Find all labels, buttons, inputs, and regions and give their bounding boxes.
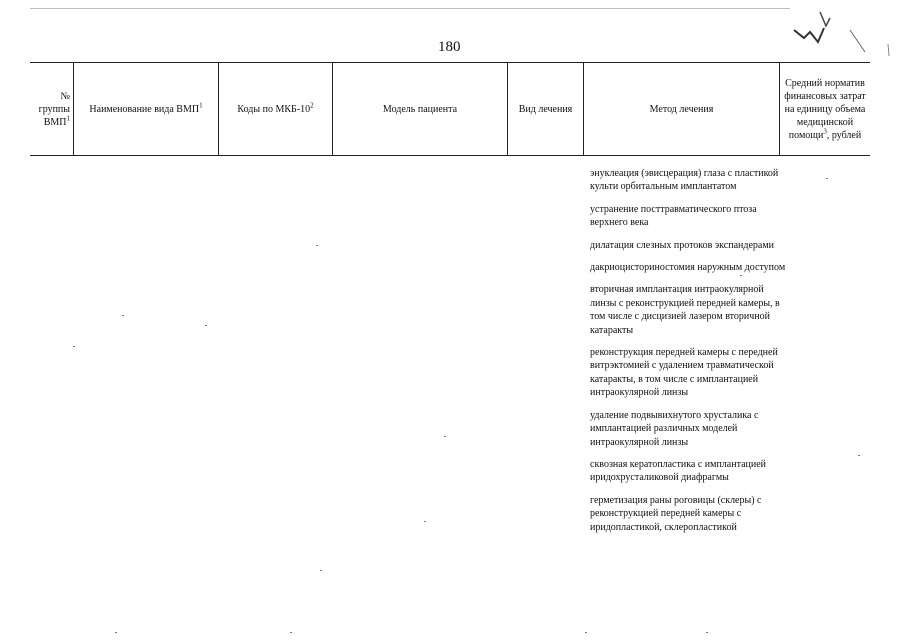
method-item: энуклеация (эвисцерация) глаза с пластикой культи орбитальным имплантатом xyxy=(590,168,779,193)
scan-artifact xyxy=(790,8,895,68)
scan-speck xyxy=(73,346,75,347)
scan-speck xyxy=(122,315,124,316)
scan-speck xyxy=(205,325,207,326)
scan-speck xyxy=(740,275,742,276)
scan-speck xyxy=(316,245,318,246)
scan-speck xyxy=(706,632,708,633)
method-item: дакриоцисториностомия наружным доступом xyxy=(590,262,786,274)
scan-speck xyxy=(115,632,117,633)
header-cell-cost-norm: Средний норматив финансовых затрат на единицу объема медицинской помощи$^3$, рублей xyxy=(779,63,870,155)
header-cell-treatment-method: Метод лечения xyxy=(583,63,779,155)
treatment-methods-list xyxy=(590,167,786,543)
header-cell-vmp-name: Наименование вида ВМП$^1$ xyxy=(73,63,218,155)
header-cell-patient-model: Модель пациента xyxy=(332,63,507,155)
method-item: удаление подвывихнутого хрусталика с имплантацией различных моделей интраокулярной линзы xyxy=(590,409,759,448)
method-item: дилатация слезных протоков экспандерами xyxy=(590,239,775,251)
scan-speck xyxy=(424,521,426,522)
scan-speck xyxy=(444,436,446,437)
method-item: вторичная имплантация интраокулярной линзы с реконструкцией передней камеры, в том числе с дисцизией лазером вторичной катаракты xyxy=(590,284,780,336)
table-header xyxy=(30,62,870,156)
method-item: сквозная кератопластика с имплантацией иридохрусталиковой диафрагмы xyxy=(590,458,767,484)
scan-speck xyxy=(858,455,860,456)
top-border-line xyxy=(30,8,790,9)
scan-speck xyxy=(290,632,292,633)
method-item: герметизация раны роговицы (склеры) с реконструкцией передней камеры с иридопластикой, склеропластикой xyxy=(590,494,762,533)
header-cell-group-number: № группы ВМП$^1$ xyxy=(38,90,70,128)
method-item: устранение посттравматического птоза верхнего века xyxy=(590,203,757,229)
page-number: 180 xyxy=(438,39,461,55)
header-cell-icd-codes: Коды по МКБ-$10^2$ xyxy=(218,63,332,155)
method-item: реконструкция передней камеры с передней витрэктомией с удалением травматической катаракты, в том числе с имплантацией интраокулярной линзы xyxy=(590,347,778,399)
scan-speck xyxy=(320,570,322,571)
scan-speck xyxy=(826,178,828,179)
scan-speck xyxy=(585,632,587,633)
header-cell-treatment-type: Вид лечения xyxy=(507,63,583,155)
